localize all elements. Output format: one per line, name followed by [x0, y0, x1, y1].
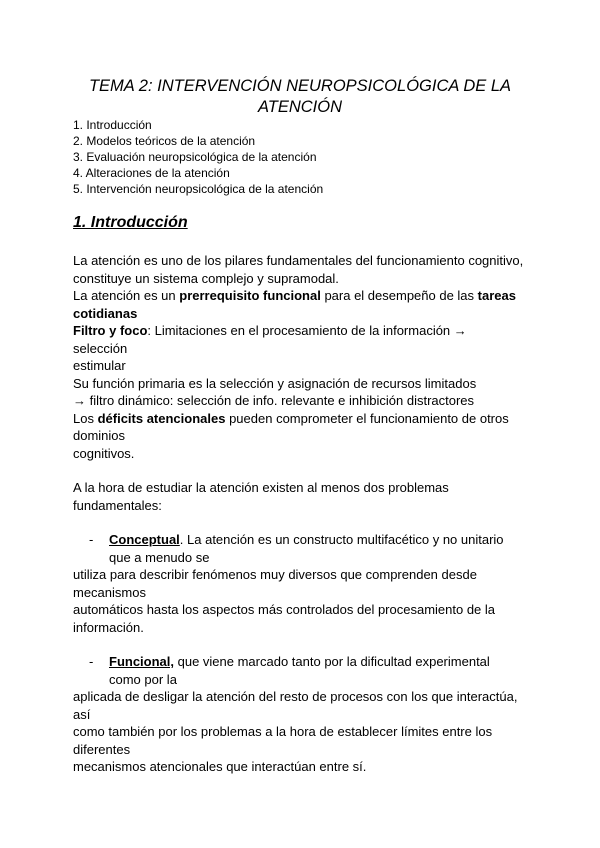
paragraph-line: La atención es un prerrequisito funcional para el desempeño de las tareas — [73, 288, 516, 303]
paragraph-line: fundamentales: — [73, 497, 162, 513]
title-line-1: TEMA 2: INTERVENCIÓN NEUROPSICOLÓGICA DE LA — [88, 77, 512, 95]
bold-term: déficits atencionales — [97, 410, 226, 426]
paragraph-line: dominios — [73, 428, 126, 443]
bullet-label: Funcional, — [109, 654, 174, 669]
section-heading: 1. Introducción — [73, 214, 188, 231]
bullet-dash: - — [89, 532, 94, 547]
toc-item: 2. Modelos teóricos de la atención — [73, 134, 256, 148]
paragraph-line: diferentes — [73, 741, 131, 757]
paragraph-line: selección — [73, 340, 128, 356]
title-line-2: ATENCIÓN — [257, 98, 343, 116]
paragraph-line: cognitivos. — [73, 445, 135, 461]
paragraph-line: estimular — [73, 358, 126, 373]
paragraph-line: aplicada de desligar la atención del resto de procesos con los que interactúa, — [73, 689, 518, 704]
bold-term: cotidianas — [73, 305, 138, 321]
toc-item: 4. Alteraciones de la atención — [73, 166, 230, 180]
bold-term: prerrequisito funcional — [179, 288, 321, 303]
bold-term: Filtro y foco — [73, 323, 148, 338]
bullet-dash: - — [89, 654, 94, 669]
paragraph-line: mecanismos atencionales que interactúan entre sí. — [73, 759, 367, 774]
paragraph-line: mecanismos — [73, 584, 146, 600]
toc-item: 1. Introducción — [73, 118, 152, 132]
document-title — [60, 76, 540, 118]
section-body — [73, 252, 543, 776]
bullet-label: Conceptual — [109, 532, 180, 547]
table-of-contents — [73, 117, 323, 197]
paragraph-line: La atención es uno de los pilares fundamentales del funcionamiento cognitivo, — [73, 253, 524, 268]
paragraph-line: como también por los problemas a la hora de establecer límites entre los — [73, 724, 493, 739]
paragraph-line: constituye un sistema complejo y supramodal. — [73, 270, 339, 286]
paragraph-line: A la hora de estudiar la atención existen al menos dos problemas — [73, 480, 449, 495]
list-item: - Funcional, que viene marcado tanto por la dificultad experimental como por la — [73, 653, 543, 688]
paragraph-line: así — [73, 706, 91, 722]
paragraph-line: → filtro dinámico: selección de info. relevante e inhibición distractores — [73, 393, 475, 408]
toc-item: 5. Intervención neuropsicológica de la atención — [73, 182, 324, 196]
paragraph-line: Su función primaria es la selección y asignación de recursos limitados — [73, 375, 477, 391]
toc-item: 3. Evaluación neuropsicológica de la atención — [73, 150, 317, 164]
paragraph-line: automáticos hasta los aspectos más controlados del procesamiento de la — [73, 602, 496, 617]
paragraph-line: Los déficits atencionales pueden comprometer el funcionamiento de otros — [73, 410, 509, 426]
paragraph-line: Filtro y foco: Limitaciones en el procesamiento de la información → — [73, 323, 467, 338]
paragraph-line: como por la — [109, 671, 177, 687]
bold-term: tareas — [477, 288, 516, 303]
paragraph-line: información. — [73, 619, 144, 635]
paragraph-line: utiliza para describir fenómenos muy diversos que comprenden desde — [73, 567, 477, 582]
paragraph-line: que a menudo se — [109, 549, 210, 565]
list-item: - Conceptual. La atención es un constructo multifacético y no unitario que a menudo se — [73, 531, 543, 566]
